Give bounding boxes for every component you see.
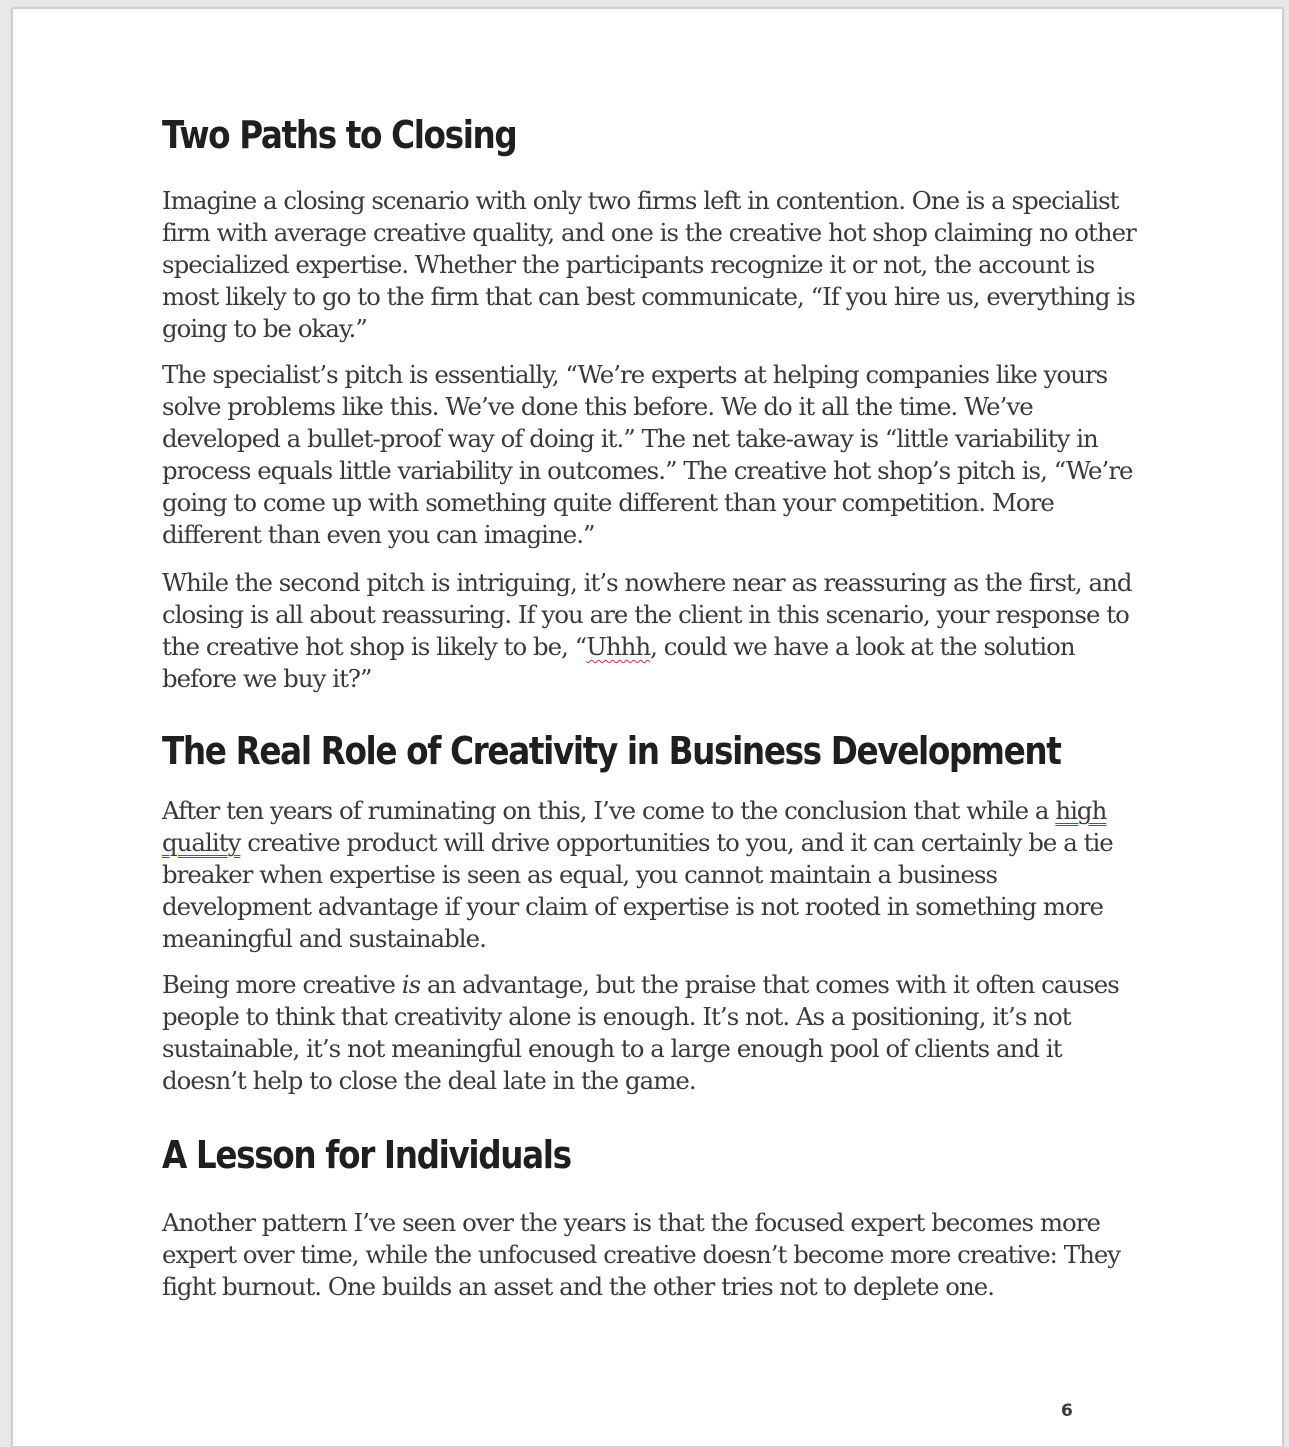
paragraph-text: an advantage, but the praise that comes with it often causes people to think that creativity alone is enough. It’s not. As a positioning, it’s not sustainable, it’s not meaningful enough to a large enough pool of clients and it doesn’t help to close the deal late in the game. bbox=[162, 970, 1119, 1095]
paragraph-text: While the second pitch is intriguing, it’s nowhere near as reassuring as the first, and closing is all about reassuring. If you are the client in this scenario, your response to the creative hot shop is likely to be, “ bbox=[162, 568, 1132, 661]
emphasis-text: is bbox=[401, 970, 421, 999]
section-heading-lesson: A Lesson for Individuals bbox=[162, 1133, 571, 1177]
spelling-flagged-word[interactable]: Uhhh bbox=[586, 632, 651, 661]
section-heading-two-paths: Two Paths to Closing bbox=[162, 113, 517, 157]
grammar-flagged-phrase[interactable]: high quality bbox=[162, 796, 1107, 857]
document-page bbox=[12, 8, 1283, 1447]
page-number: 6 bbox=[1061, 1401, 1073, 1421]
paragraph-text: Being more creative bbox=[162, 970, 402, 999]
paragraph-text: After ten years of ruminating on this, I’ve come to the conclusion that while a bbox=[162, 796, 1056, 825]
paragraph: Imagine a closing scenario with only two firms left in contention. One is a specialist firm with average creative quality, and one is the creative hot shop claiming no other specialized expertise. Whether the participants recognize it or not, the account is most likely to go to the firm that can best communicate, “If you hire us, everything is going to be okay.” bbox=[162, 186, 1136, 343]
paragraph bbox=[162, 795, 1142, 955]
paragraph-text: creative product will drive opportunities to you, and it can certainly be a tie breaker when expertise is seen as equal, you cannot maintain a business development advantage if your claim of expertise is not rooted in something more meaningful and sustainable. bbox=[162, 828, 1113, 953]
paragraph bbox=[162, 969, 1142, 1097]
section-heading-real-role: The Real Role of Creativity in Business Development bbox=[162, 729, 1061, 773]
paragraph: The specialist’s pitch is essentially, “We’re experts at helping companies like yours solve problems like this. We’ve done this before. We do it all the time. We’ve developed a bullet-proof way of doing it.” The net take-away is “little variability in process equals little variability in outcomes.” The creative hot shop’s pitch is, “We’re going to come up with something quite different than your competition. More different than even you can imagine.” bbox=[162, 360, 1133, 549]
paragraph: Another pattern I’ve seen over the years is that the focused expert becomes more expert over time, while the unfocused creative doesn’t become more creative: They fight burnout. One builds an asset and the other tries not to deplete one. bbox=[162, 1208, 1121, 1301]
paragraph bbox=[162, 567, 1142, 695]
paragraph-text: , could we have a look at the solution before we buy it?” bbox=[162, 632, 1075, 693]
page-content bbox=[162, 107, 1142, 1303]
